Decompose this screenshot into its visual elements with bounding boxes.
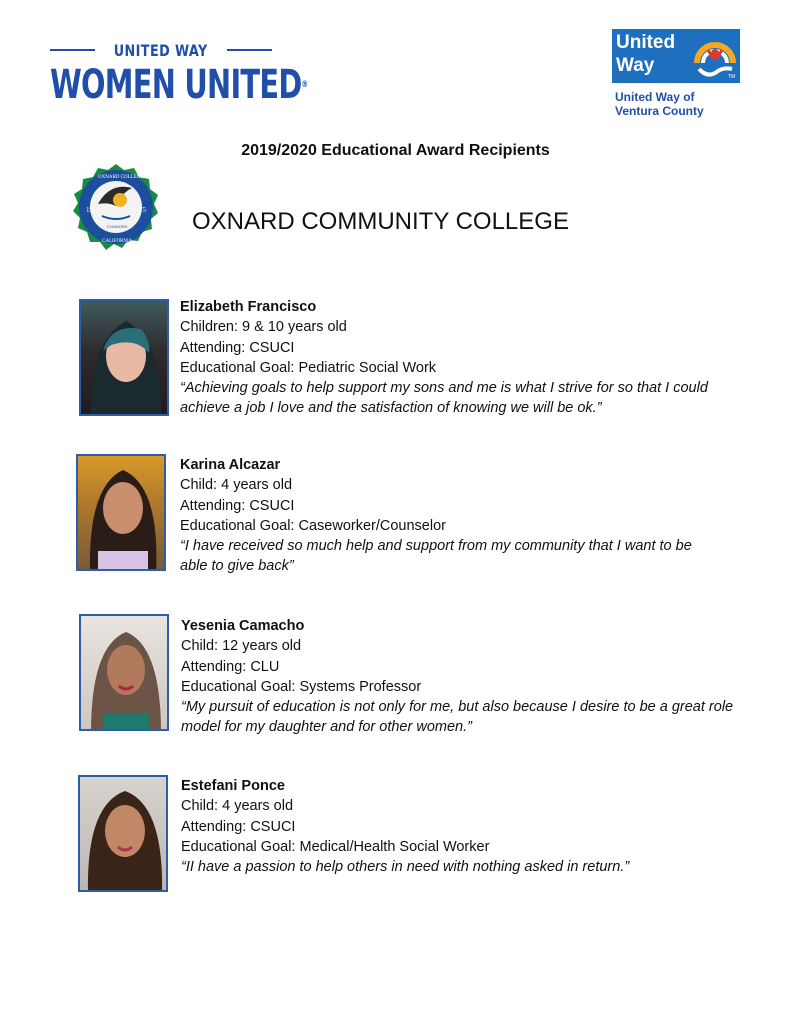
recipient-children: Child: 12 years old xyxy=(181,638,302,655)
award-title: 2019/2020 Educational Award Recipients xyxy=(241,142,550,159)
hand-rainbow-icon xyxy=(694,33,736,79)
logo-sub-line1: United Way of xyxy=(615,90,695,104)
logo-rule-right xyxy=(227,49,272,51)
recipient-attending: Attending: CSUCI xyxy=(180,339,295,356)
logo-rule-left xyxy=(50,49,95,51)
svg-text:OXNARD COLLEGE: OXNARD COLLEGE xyxy=(98,175,144,180)
recipient-quote: “I have received so much help and support from my community that I want to be able to give back” xyxy=(180,538,692,575)
recipient-goal: Educational Goal: Medical/Health Social Worker xyxy=(181,838,490,855)
registered-mark: ® xyxy=(301,80,308,90)
college-name: OXNARD COMMUNITY COLLEGE xyxy=(192,208,569,235)
recipient-photo xyxy=(78,775,168,892)
logo-main-label: WOMEN UNITED xyxy=(50,62,302,108)
recipient-attending: Attending: CLU xyxy=(181,658,280,675)
svg-text:CONDORS: CONDORS xyxy=(107,224,128,229)
svg-text:19: 19 xyxy=(86,206,93,214)
recipient-photo xyxy=(79,614,169,731)
united-way-logo-text xyxy=(616,31,675,77)
recipient-photo xyxy=(76,454,166,571)
women-united-logo xyxy=(50,38,308,108)
recipient-attending: Attending: CSUCI xyxy=(181,818,296,835)
recipient-info xyxy=(181,776,741,877)
logo-line-way: Way xyxy=(616,55,655,76)
united-way-ventura-text xyxy=(615,90,704,118)
recipient-quote: “My pursuit of education is not only for me, but also because I desire to be a great role model for my daughter and for other women.” xyxy=(181,699,734,736)
recipient-info xyxy=(181,616,741,738)
recipient-name: Karina Alcazar xyxy=(180,457,281,473)
recipient-name: Elizabeth Francisco xyxy=(180,299,317,315)
recipient-attending: Attending: CSUCI xyxy=(180,497,295,514)
recipient-info xyxy=(180,297,730,419)
svg-text:75: 75 xyxy=(139,206,146,214)
logo-top-text: UNITED WAY xyxy=(114,40,208,60)
recipient-children: Child: 4 years old xyxy=(180,477,293,494)
recipient-goal: Educational Goal: Caseworker/Counselor xyxy=(180,517,446,534)
recipient-photo xyxy=(79,299,169,416)
oxnard-college-seal xyxy=(68,162,164,258)
recipient-quote: “Achieving goals to help support my sons and me is what I strive for so that I could achieve a job I love and the satisfaction of knowing we will be ok.” xyxy=(180,380,708,417)
recipient-children: Children: 9 & 10 years old xyxy=(180,319,347,336)
recipient-info xyxy=(180,455,715,577)
united-way-logo-box xyxy=(612,29,740,83)
recipient-name: Yesenia Camacho xyxy=(181,618,305,634)
logo-sub-line2: Ventura County xyxy=(615,104,704,118)
recipient-goal: Educational Goal: Pediatric Social Work xyxy=(180,359,437,376)
svg-text:CALIFORNIA: CALIFORNIA xyxy=(102,239,133,244)
svg-text:TM: TM xyxy=(728,74,736,79)
recipient-children: Child: 4 years old xyxy=(181,798,294,815)
logo-main-text xyxy=(50,62,308,108)
women-united-logo-top xyxy=(50,38,272,62)
recipient-name: Estefani Ponce xyxy=(181,778,285,794)
recipient-quote: “II have a passion to help others in need with nothing asked in return.” xyxy=(181,859,630,876)
logo-line-united: United xyxy=(616,32,676,53)
recipient-goal: Educational Goal: Systems Professor xyxy=(181,678,422,695)
united-way-logo xyxy=(612,29,740,121)
